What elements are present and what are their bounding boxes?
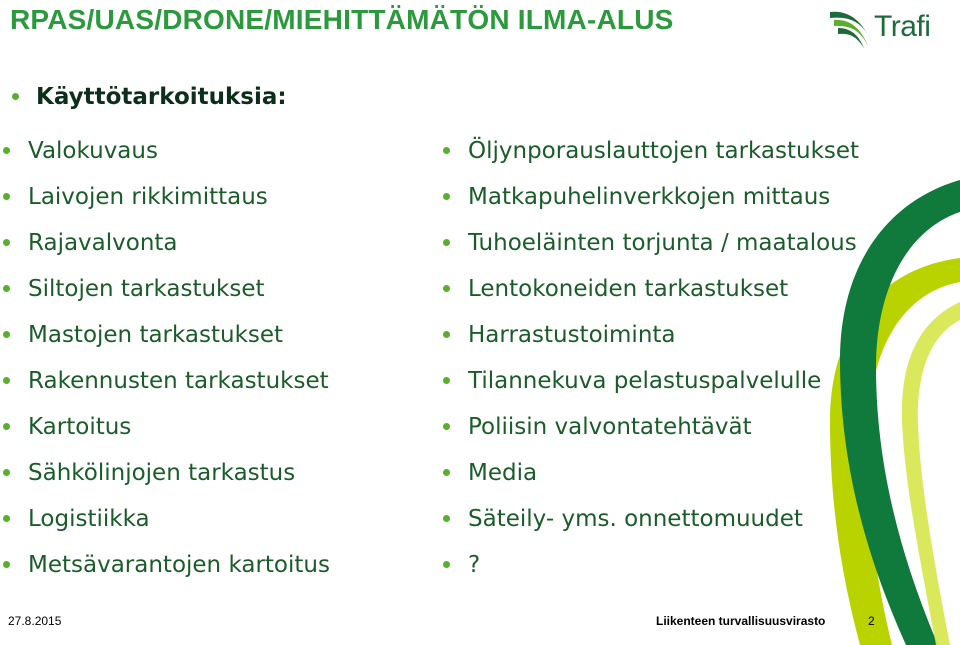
list-item [28, 366, 330, 412]
list-item [468, 274, 859, 320]
list-item-text: Metsävarantojen kartoitus [28, 552, 330, 578]
list-item [468, 504, 859, 550]
bullet-icon [3, 469, 10, 476]
bullet-icon [3, 515, 10, 522]
bullet-icon [3, 423, 10, 430]
right-use-list [468, 136, 859, 596]
list-item [468, 458, 859, 504]
bullet-icon [443, 561, 450, 568]
list-item-text: Siltojen tarkastukset [28, 276, 265, 302]
bullet-icon [3, 285, 10, 292]
bullet-icon [3, 193, 10, 200]
bullet-icon [3, 239, 10, 246]
subheading-text: Käyttötarkoituksia: [36, 84, 287, 110]
list-item-text: ? [468, 552, 481, 578]
list-item-text: Sähkölinjojen tarkastus [28, 460, 296, 486]
list-item-text: Tilannekuva pelastuspalvelulle [468, 368, 822, 394]
list-item [468, 550, 859, 596]
left-use-list [28, 136, 330, 596]
list-item-text: Rajavalvonta [28, 230, 178, 256]
list-item [28, 550, 330, 596]
bullet-icon [3, 377, 10, 384]
list-item-text: Mastojen tarkastukset [28, 322, 284, 348]
bullet-icon [443, 423, 450, 430]
list-item-text: Valokuvaus [28, 138, 158, 164]
list-item-text: Matkapuhelinverkkojen mittaus [468, 184, 831, 210]
list-item [28, 458, 330, 504]
list-item [468, 136, 859, 182]
trafi-logo-text: Trafi [874, 10, 931, 43]
list-item [468, 412, 859, 458]
bullet-icon [443, 469, 450, 476]
bullet-icon [443, 377, 450, 384]
slide-title: RPAS/UAS/DRONE/MIEHITTÄMÄTÖN ILMA-ALUS [10, 4, 674, 35]
bullet-icon [443, 193, 450, 200]
list-item-text: Poliisin valvontatehtävät [468, 414, 752, 440]
list-item-text: Säteily- yms. onnettomuudet [468, 506, 803, 532]
list-item [468, 320, 859, 366]
bullet-icon [443, 147, 450, 154]
bullet-icon [443, 285, 450, 292]
list-item [468, 228, 859, 274]
footer-date: 27.8.2015 [8, 614, 62, 628]
list-item [28, 412, 330, 458]
list-item-text: Rakennusten tarkastukset [28, 368, 329, 394]
bullet-icon [3, 147, 10, 154]
trafi-logo-icon [828, 4, 876, 52]
bullet-icon [443, 239, 450, 246]
list-item [468, 182, 859, 228]
list-item-text: Kartoitus [28, 414, 132, 440]
list-item-text: Laivojen rikkimittaus [28, 184, 268, 210]
list-item [28, 228, 330, 274]
bullet-icon [443, 331, 450, 338]
bullet-icon [443, 515, 450, 522]
list-item-text: Harrastustoiminta [468, 322, 676, 348]
list-item-text: Media [468, 460, 538, 486]
list-item [468, 366, 859, 412]
subheading [36, 84, 287, 110]
list-item [28, 182, 330, 228]
list-item [28, 136, 330, 182]
bullet-icon [3, 561, 10, 568]
list-item-text: Öljynporauslauttojen tarkastukset [468, 138, 860, 164]
list-item [28, 320, 330, 366]
bullet-icon [12, 93, 19, 100]
footer-organization: Liikenteen turvallisuusvirasto [656, 614, 826, 628]
list-item [28, 504, 330, 550]
bullet-icon [3, 331, 10, 338]
list-item [28, 274, 330, 320]
list-item-text: Tuhoeläinten torjunta / maatalous [468, 230, 857, 256]
list-item-text: Logistiikka [28, 506, 150, 532]
list-item-text: Lentokoneiden tarkastukset [468, 276, 789, 302]
trafi-logo [828, 4, 948, 52]
footer-page-number: 2 [868, 614, 875, 628]
